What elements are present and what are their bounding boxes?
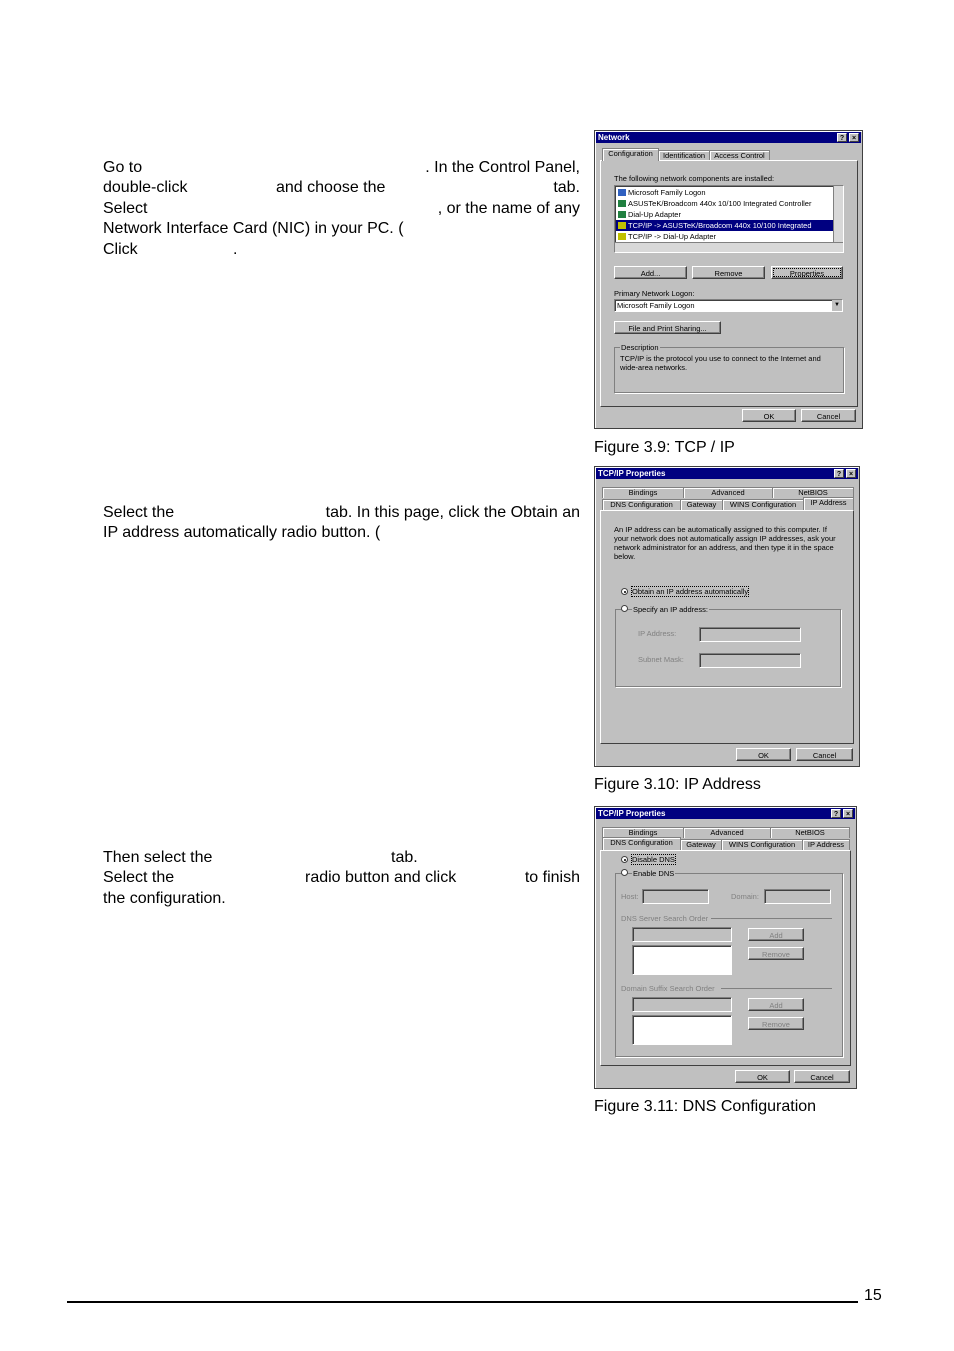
- list-item[interactable]: Microsoft Family Logon: [616, 187, 833, 198]
- tcpip-dns-dialog: [594, 806, 857, 1089]
- text-fragment: tab.: [391, 849, 418, 866]
- tab-access-control[interactable]: Access Control: [709, 150, 770, 161]
- info-text: An IP address can be automatically assigned to this computer. If your network does not automatically assign IP addresses, ask your network administrator for an address, and then type it in the space below.: [614, 525, 836, 561]
- components-list[interactable]: [614, 185, 844, 253]
- text-fragment: to finish: [524, 869, 580, 887]
- dns-add-button[interactable]: Add: [748, 928, 804, 941]
- tab-netbios[interactable]: NetBIOS: [772, 487, 854, 498]
- text-fragment: Select the: [103, 504, 175, 521]
- cancel-button[interactable]: Cancel: [801, 409, 856, 422]
- obtain-ip-radio[interactable]: [621, 588, 628, 595]
- tab-wins-configuration[interactable]: WINS Configuration: [722, 499, 804, 510]
- dialog-title: Network: [598, 133, 630, 142]
- tab-ip-address[interactable]: IP Address: [803, 497, 854, 510]
- file-print-sharing-button[interactable]: File and Print Sharing...: [614, 321, 721, 334]
- disable-dns-label[interactable]: Disable DNS: [632, 855, 675, 864]
- logon-icon: [618, 189, 626, 196]
- tab-netbios[interactable]: NetBIOS: [770, 827, 850, 838]
- subnet-mask-field[interactable]: [699, 653, 801, 668]
- dns-remove-button[interactable]: Remove: [748, 947, 804, 960]
- components-label: The following network components are installed:: [614, 174, 775, 183]
- description-group: [614, 343, 844, 393]
- text-fragment: radio button and click: [305, 869, 457, 887]
- cancel-button[interactable]: Cancel: [796, 748, 853, 761]
- section1-text: [103, 158, 580, 260]
- dialog-title-bar: [596, 132, 861, 143]
- divider: [711, 918, 832, 919]
- domain-field[interactable]: [764, 889, 831, 904]
- obtain-ip-label[interactable]: Obtain an IP address automatically: [632, 587, 749, 596]
- enable-dns-label[interactable]: Enable DNS: [633, 869, 675, 878]
- list-item[interactable]: TCP/IP -> Dial-Up Adapter: [616, 231, 833, 242]
- footer-rule: [67, 1301, 858, 1303]
- page-number: 15: [864, 1287, 882, 1304]
- tab-dns-configuration[interactable]: DNS Configuration: [602, 837, 681, 850]
- dns-panel: [600, 850, 851, 1066]
- domain-label: Domain:: [731, 892, 759, 901]
- text-fragment: tab. In this page, click the Obtain an: [325, 504, 580, 521]
- primary-logon-label: Primary Network Logon:: [614, 289, 695, 298]
- dns-order-label: DNS Server Search Order: [621, 914, 709, 923]
- text-fragment: Select: [103, 199, 148, 217]
- tab-identification[interactable]: Identification: [658, 150, 710, 161]
- figure-caption: Figure 3.11: DNS Configuration: [594, 1098, 817, 1115]
- protocol-icon: [618, 233, 626, 240]
- disable-dns-radio[interactable]: [621, 856, 628, 863]
- specify-ip-label[interactable]: Specify an IP address:: [633, 605, 708, 614]
- tab-wins-configuration[interactable]: WINS Configuration: [721, 839, 803, 850]
- text-fragment: IP address automatically radio button. (: [103, 524, 381, 542]
- config-panel: [600, 160, 858, 407]
- protocol-icon: [618, 222, 626, 229]
- ok-button[interactable]: OK: [736, 748, 791, 761]
- network-dialog: [594, 130, 863, 429]
- help-button[interactable]: ?: [837, 133, 847, 142]
- text-fragment: Then select the: [103, 849, 213, 866]
- dns-server-ip-field[interactable]: [632, 927, 732, 942]
- suffix-list[interactable]: [632, 1015, 732, 1045]
- help-button[interactable]: ?: [834, 469, 844, 478]
- description-text: TCP/IP is the protocol you use to connect to the Internet and wide-area networks.: [620, 354, 821, 372]
- dialog-title: TCP/IP Properties: [598, 469, 666, 478]
- close-button[interactable]: ×: [843, 809, 853, 818]
- text-fragment: Network Interface Card (NIC) in your PC. (: [103, 220, 404, 238]
- subnet-mask-label: Subnet Mask:: [638, 655, 684, 664]
- close-button[interactable]: ×: [849, 133, 859, 142]
- help-button[interactable]: ?: [831, 809, 841, 818]
- suffix-add-button[interactable]: Add: [748, 998, 804, 1011]
- primary-logon-select[interactable]: [614, 299, 843, 312]
- ip-address-panel: [600, 510, 854, 744]
- tab-gateway[interactable]: Gateway: [680, 839, 722, 850]
- tab-configuration[interactable]: Configuration: [602, 148, 659, 161]
- dialog-title-bar: [596, 468, 858, 479]
- ok-button[interactable]: OK: [742, 409, 796, 422]
- list-item[interactable]: Dial-Up Adapter: [616, 209, 833, 220]
- dialog-title: TCP/IP Properties: [598, 809, 666, 818]
- enable-dns-group: [615, 869, 843, 1057]
- horizontal-scrollbar[interactable]: [615, 242, 843, 252]
- tab-advanced[interactable]: Advanced: [683, 487, 773, 498]
- section2-text: [103, 503, 580, 544]
- text-fragment: , or the name of any: [437, 199, 580, 217]
- figure-caption: Figure 3.10: IP Address: [594, 776, 761, 793]
- suffix-remove-button[interactable]: Remove: [748, 1017, 804, 1030]
- description-label: Description: [621, 343, 659, 352]
- ip-address-field[interactable]: [699, 627, 801, 642]
- text-fragment: the configuration.: [103, 889, 226, 907]
- figure-caption: Figure 3.9: TCP / IP: [594, 439, 735, 456]
- tab-ip-address[interactable]: IP Address: [802, 839, 850, 850]
- tab-bindings[interactable]: Bindings: [602, 487, 684, 498]
- specify-ip-radio[interactable]: [621, 605, 628, 612]
- tab-bindings[interactable]: Bindings: [602, 827, 684, 838]
- text-fragment: double-click: [103, 179, 188, 197]
- network-card-icon: [618, 211, 626, 218]
- cancel-button[interactable]: Cancel: [794, 1070, 850, 1083]
- text-fragment: Click: [103, 240, 138, 258]
- host-label: Host:: [621, 892, 639, 901]
- text-fragment: . In the Control Panel,: [425, 159, 580, 176]
- chevron-down-icon[interactable]: ▼: [832, 300, 842, 311]
- text-fragment: Select the: [103, 869, 175, 887]
- tcpip-ip-address-dialog: [594, 466, 860, 767]
- close-button[interactable]: ×: [846, 469, 856, 478]
- section3-text: [103, 848, 580, 909]
- suffix-field[interactable]: [632, 997, 732, 1012]
- enable-dns-radio[interactable]: [621, 869, 628, 876]
- suffix-order-label: Domain Suffix Search Order: [621, 984, 715, 993]
- properties-button[interactable]: Properties: [771, 266, 843, 279]
- tab-gateway[interactable]: Gateway: [680, 499, 723, 510]
- host-field[interactable]: [642, 889, 709, 904]
- remove-button[interactable]: Remove: [692, 266, 765, 279]
- divider: [721, 988, 832, 989]
- tab-dns-configuration[interactable]: DNS Configuration: [602, 499, 681, 510]
- specify-ip-group: [615, 605, 841, 687]
- dialog-title-bar: [596, 808, 855, 819]
- vertical-scrollbar[interactable]: [833, 186, 843, 242]
- list-item-selected[interactable]: TCP/IP -> ASUSTeK/Broadcom 440x 10/100 Integrated: [616, 220, 833, 231]
- primary-logon-value: Microsoft Family Logon: [617, 301, 695, 310]
- text-fragment: .: [233, 240, 238, 258]
- add-button[interactable]: Add...: [614, 266, 687, 279]
- list-item[interactable]: ASUSTeK/Broadcom 440x 10/100 Integrated Controller: [616, 198, 833, 209]
- text-fragment: and choose the: [276, 179, 386, 197]
- ip-address-label: IP Address:: [638, 629, 677, 638]
- network-card-icon: [618, 200, 626, 207]
- text-fragment: tab.: [553, 179, 580, 197]
- ok-button[interactable]: OK: [735, 1070, 790, 1083]
- tab-advanced[interactable]: Advanced: [683, 827, 771, 838]
- text-fragment: Go to: [103, 159, 143, 176]
- dns-server-list[interactable]: [632, 945, 732, 975]
